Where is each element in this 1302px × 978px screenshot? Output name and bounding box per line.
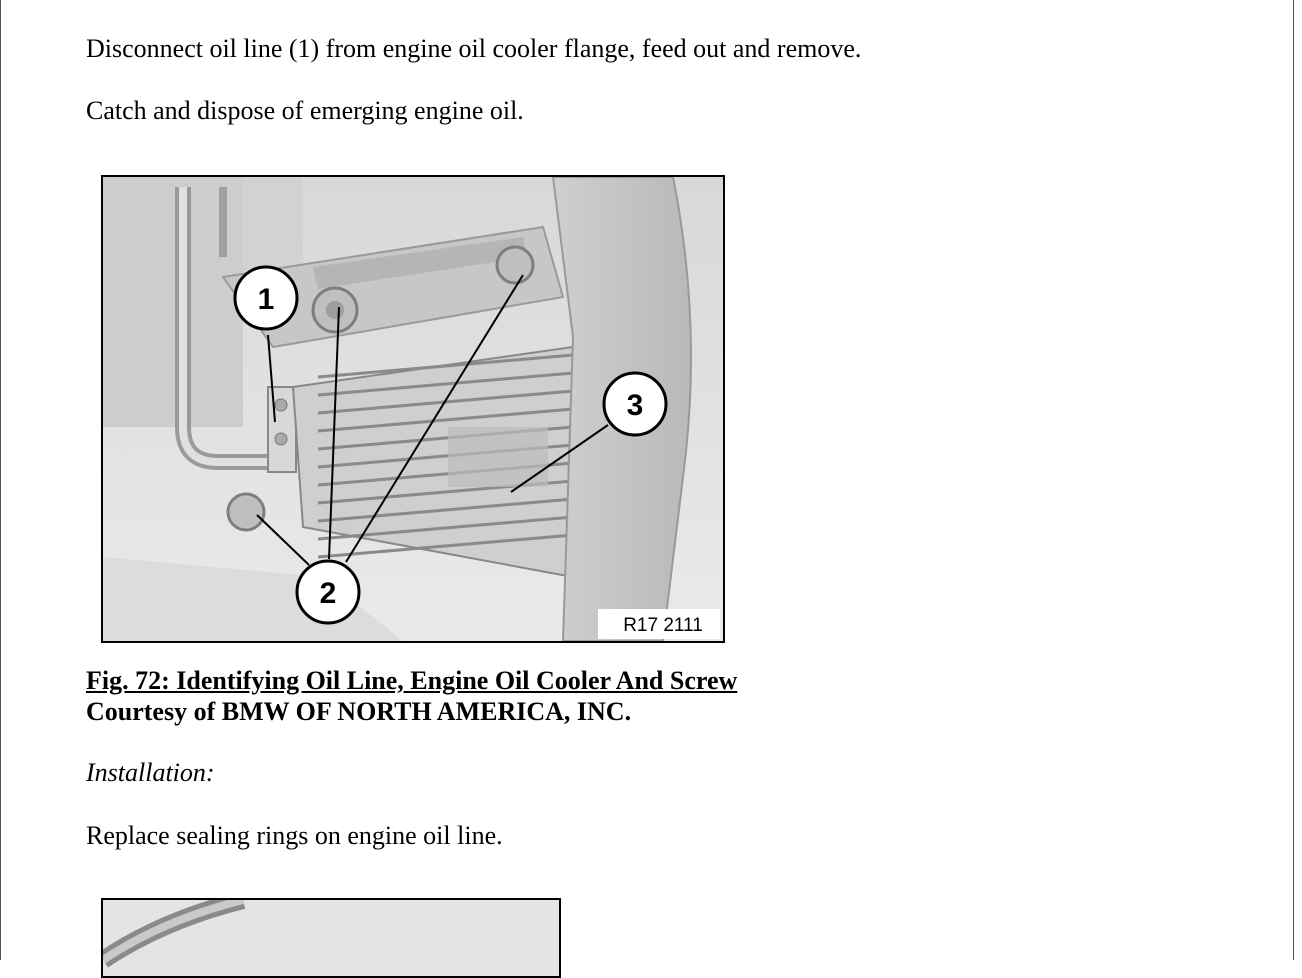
instruction-paragraph: Catch and dispose of emerging engine oil. — [86, 96, 524, 125]
instruction-paragraph: Disconnect oil line (1) from engine oil cooler flange, feed out and remove. — [86, 34, 862, 63]
oil-cooler-figure — [101, 175, 725, 643]
next-figure-partial — [101, 898, 561, 978]
oil-cooler-illustration — [103, 177, 723, 641]
figure-caption-title: Fig. 72: Identifying Oil Line, Engine Oil Cooler And Screw — [86, 666, 738, 695]
svg-text:3: 3 — [626, 389, 644, 422]
instruction-paragraph: Replace sealing rings on engine oil line. — [86, 821, 503, 850]
svg-text:R17 2111: R17 2111 — [623, 615, 703, 636]
callout-2 — [297, 561, 359, 623]
installation-heading: Installation: — [86, 758, 215, 787]
svg-text:2: 2 — [319, 577, 337, 610]
callout-1 — [235, 267, 297, 329]
next-figure-illustration — [103, 900, 559, 976]
callout-3 — [604, 373, 666, 435]
svg-text:1: 1 — [257, 283, 275, 316]
figure-reference-code — [598, 609, 720, 639]
figure-caption-credit: Courtesy of BMW OF NORTH AMERICA, INC. — [86, 697, 632, 726]
figure-caption — [86, 665, 737, 727]
